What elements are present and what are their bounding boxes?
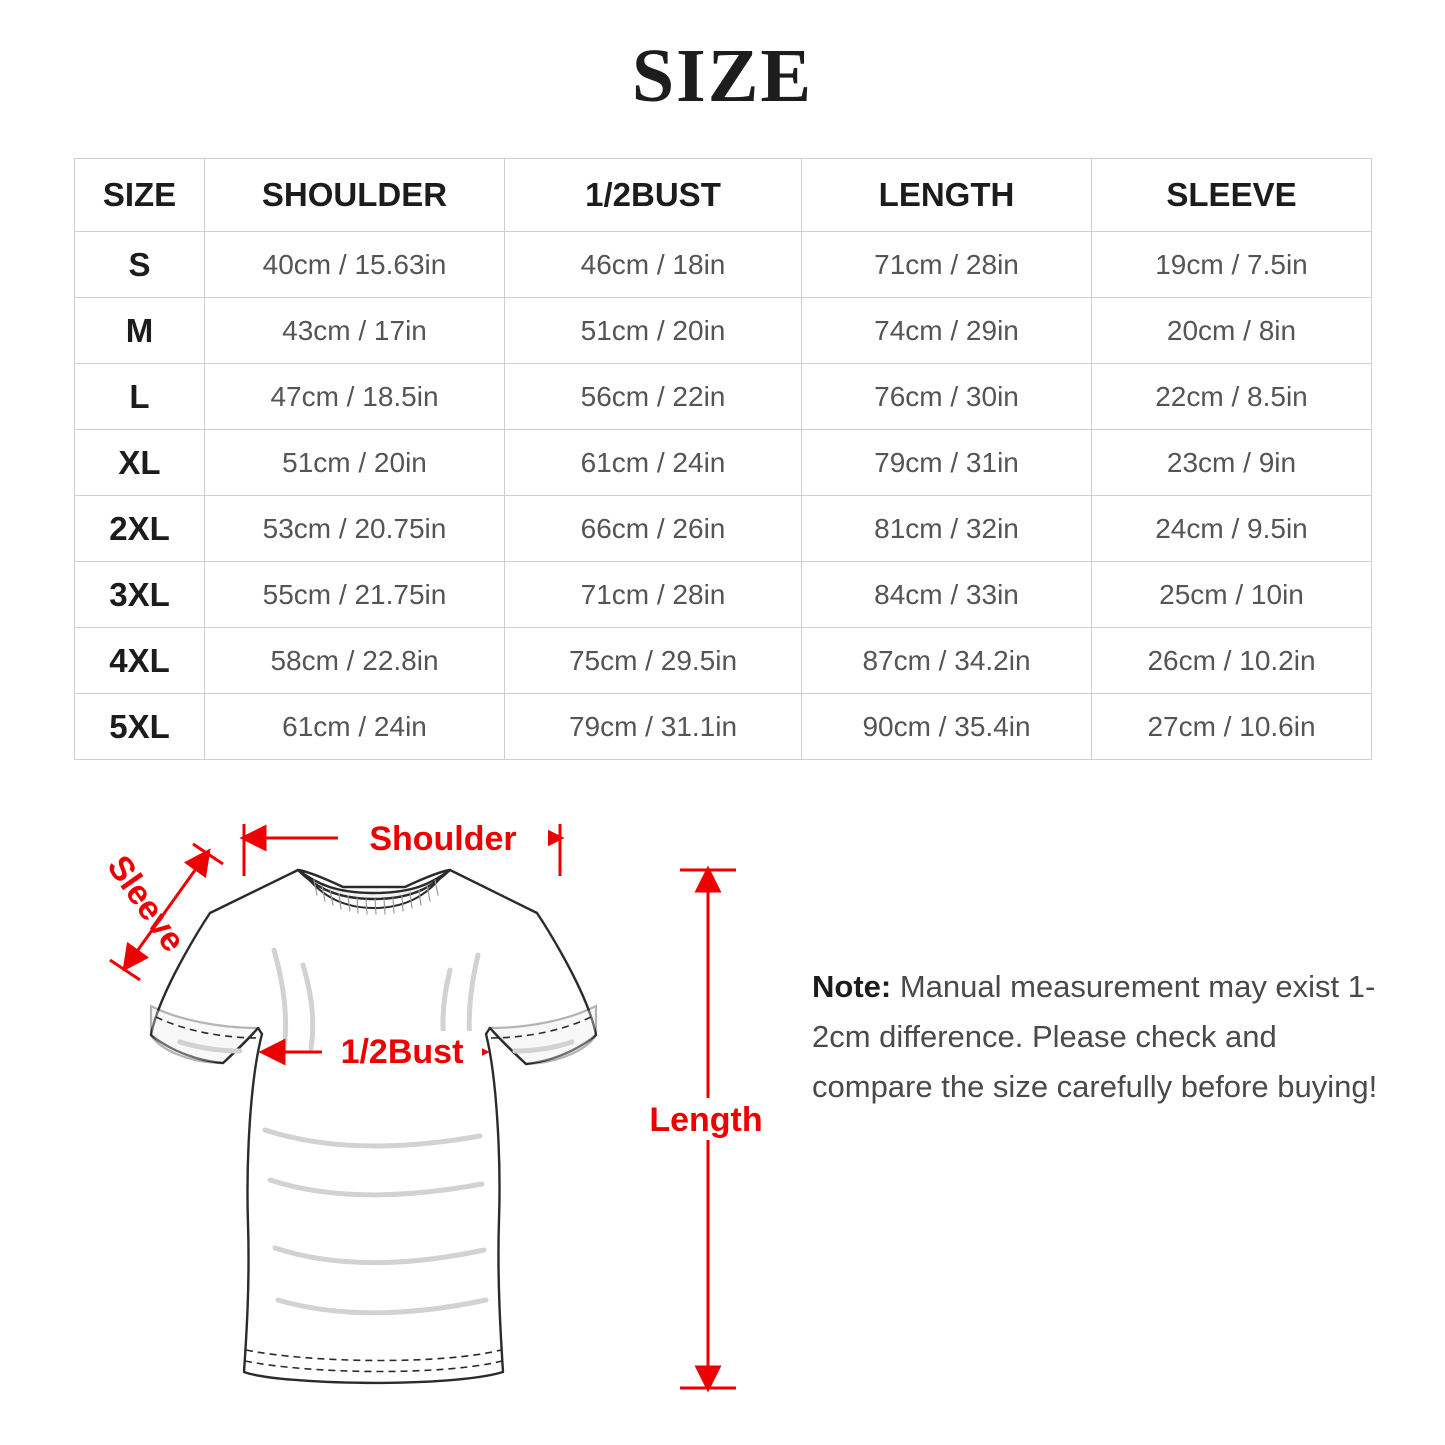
- page-title: SIZE: [631, 34, 814, 118]
- cell-size: 5XL: [75, 694, 205, 760]
- note-label: Note:: [812, 969, 892, 1004]
- cell-size: 2XL: [75, 496, 205, 562]
- bust-label: 1/2Bust: [340, 1033, 464, 1071]
- cell-shoulder: 58cm / 22.8in: [205, 628, 505, 694]
- shoulder-label: Shoulder: [369, 820, 517, 858]
- cell-length: 79cm / 31in: [802, 430, 1092, 496]
- cell-bust: 79cm / 31.1in: [505, 694, 802, 760]
- cell-shoulder: 61cm / 24in: [205, 694, 505, 760]
- cell-sleeve: 20cm / 8in: [1092, 298, 1372, 364]
- cell-length: 84cm / 33in: [802, 562, 1092, 628]
- table-header-row: [75, 159, 1372, 232]
- cell-size: 3XL: [75, 562, 205, 628]
- cell-bust: 56cm / 22in: [505, 364, 802, 430]
- tshirt-illustration: [151, 870, 596, 1383]
- cell-bust: 71cm / 28in: [505, 562, 802, 628]
- cell-sleeve: 19cm / 7.5in: [1092, 232, 1372, 298]
- cell-sleeve: 27cm / 10.6in: [1092, 694, 1372, 760]
- cell-bust: 75cm / 29.5in: [505, 628, 802, 694]
- cell-size: L: [75, 364, 205, 430]
- cell-size: M: [75, 298, 205, 364]
- table-row: [75, 694, 1372, 760]
- cell-size: 4XL: [75, 628, 205, 694]
- cell-length: 81cm / 32in: [802, 496, 1092, 562]
- size-chart-table-container: [74, 158, 1371, 760]
- column-header-sleeve: SLEEVE: [1092, 159, 1372, 232]
- cell-sleeve: 22cm / 8.5in: [1092, 364, 1372, 430]
- size-chart-table: [74, 158, 1372, 760]
- cell-bust: 51cm / 20in: [505, 298, 802, 364]
- cell-sleeve: 25cm / 10in: [1092, 562, 1372, 628]
- column-header-size: SIZE: [75, 159, 205, 232]
- cell-bust: 61cm / 24in: [505, 430, 802, 496]
- cell-sleeve: 26cm / 10.2in: [1092, 628, 1372, 694]
- length-label: Length: [649, 1101, 763, 1139]
- cell-length: 74cm / 29in: [802, 298, 1092, 364]
- column-header-bust: 1/2BUST: [505, 159, 802, 232]
- table-row: [75, 628, 1372, 694]
- column-header-length: LENGTH: [802, 159, 1092, 232]
- cell-sleeve: 23cm / 9in: [1092, 430, 1372, 496]
- cell-length: 76cm / 30in: [802, 364, 1092, 430]
- column-header-shoulder: SHOULDER: [205, 159, 505, 232]
- sleeve-label: Sleeve: [99, 848, 193, 959]
- table-row: [75, 298, 1372, 364]
- cell-sleeve: 24cm / 9.5in: [1092, 496, 1372, 562]
- measurement-diagram: [60, 780, 780, 1420]
- cell-shoulder: 55cm / 21.75in: [205, 562, 505, 628]
- cell-length: 90cm / 35.4in: [802, 694, 1092, 760]
- table-row: [75, 364, 1372, 430]
- cell-size: S: [75, 232, 205, 298]
- cell-bust: 66cm / 26in: [505, 496, 802, 562]
- note-block: [812, 962, 1382, 1113]
- cell-size: XL: [75, 430, 205, 496]
- cell-shoulder: 53cm / 20.75in: [205, 496, 505, 562]
- cell-shoulder: 47cm / 18.5in: [205, 364, 505, 430]
- cell-shoulder: 40cm / 15.63in: [205, 232, 505, 298]
- cell-shoulder: 43cm / 17in: [205, 298, 505, 364]
- cell-shoulder: 51cm / 20in: [205, 430, 505, 496]
- table-row: [75, 430, 1372, 496]
- cell-bust: 46cm / 18in: [505, 232, 802, 298]
- table-row: [75, 496, 1372, 562]
- cell-length: 87cm / 34.2in: [802, 628, 1092, 694]
- note-text: Manual measurement may exist 1-2cm difference. Please check and compare the size carefully before buying!: [812, 969, 1378, 1105]
- table-row: [75, 562, 1372, 628]
- cell-length: 71cm / 28in: [802, 232, 1092, 298]
- table-row: [75, 232, 1372, 298]
